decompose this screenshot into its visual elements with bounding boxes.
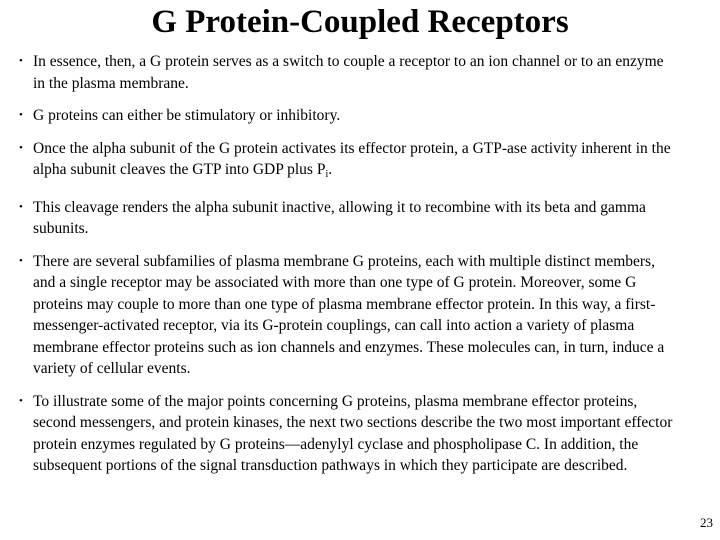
bullet-text: G proteins can either be stimulatory or inhibitory. <box>33 107 341 124</box>
page-number: 23 <box>700 515 713 530</box>
bullet-text: This cleavage renders the alpha subunit inactive, allowing it to recombine with its beta and gamma subunits. <box>33 198 646 237</box>
slide-title: G Protein-Coupled Receptors <box>151 4 569 40</box>
subscript-text: i <box>325 169 329 180</box>
bullet-item <box>19 138 679 186</box>
bullet-suffix: . <box>328 161 333 178</box>
bullet-icon: • <box>19 141 23 154</box>
bullet-item <box>19 391 679 477</box>
bullet-text: Once the alpha subunit of the G protein activates its effector protein, a GTP-ase activity inherent in the alpha subunit cleaves the GTP into GDP plus P <box>33 139 671 178</box>
bullet-text: In essence, then, a G protein serves as a switch to couple a receptor to an ion channel or to an enzyme in the plasma membrane. <box>33 53 664 92</box>
bullet-text: To illustrate some of the major points concerning G proteins, plasma membrane effector proteins, second messengers, and protein kinases, the next two sections describe the two most important effector protein enzymes regulated by G proteins—adenylyl cyclase and phospholipase C. In addition, the subsequent portions of the signal transduction pathways in which they participate are described. <box>33 392 673 474</box>
bullet-icon: • <box>19 200 23 213</box>
bullet-list <box>19 51 679 488</box>
bullet-item <box>19 51 679 94</box>
bullet-icon: • <box>19 254 23 267</box>
bullet-item <box>19 251 679 380</box>
bullet-text: There are several subfamilies of plasma membrane G proteins, each with multiple distinct members, and a single receptor may be associated with more than one type of G protein. Moreover, some G proteins may couple to more than one type of plasma membrane effector protein. In this way, a first-messenger-activated receptor, via its G-protein couplings, can call into action a variety of plasma membrane effector proteins such as ion channels and enzymes. These molecules can, in turn, induce a variety of cellular events. <box>33 252 665 377</box>
bullet-icon: • <box>19 394 23 407</box>
bullet-item <box>19 197 679 240</box>
bullet-item <box>19 105 679 127</box>
bullet-icon: • <box>19 109 23 121</box>
bullet-icon: • <box>19 55 23 67</box>
